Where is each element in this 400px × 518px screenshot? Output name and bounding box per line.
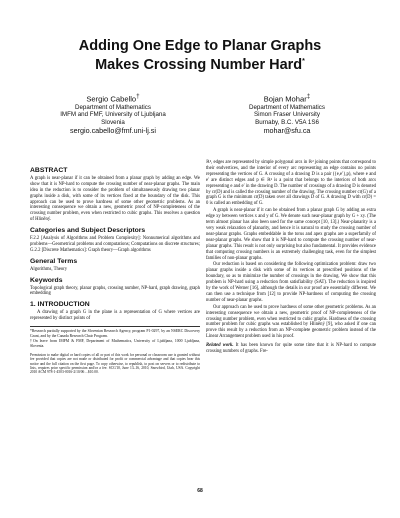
general-terms-heading: General Terms xyxy=(30,257,78,265)
abstract-text: A graph is near-planar if it can be obtained from a planar graph by adding an edge. We show that it is NP-hard to compute the crossing number of near-planar graphs. The main idea in the reduction is to consider the problem of simultaneously drawing two planar graphs inside a disk, with some of its vertices fixed at the boundary of the disk. This approach can be used to prove hardness of some other geometric problems. As an interesting consequence we obtain a new, geometric proof of NP-completeness of the crossing number problem, even when restricted to cubic graphs. This resolves a question of Hliněný. xyxy=(30,175,200,223)
author-name: Bojan Mohar‡ xyxy=(263,93,311,104)
general-terms-text: Algorithms, Theory xyxy=(30,266,68,272)
footnotes xyxy=(30,326,200,349)
author-dept: Department of Mathematics xyxy=(249,103,325,111)
paper-title xyxy=(0,38,400,73)
author-block-2 xyxy=(192,92,382,135)
permission-notice: Permission to make digital or hard copies of all or part of this work for personal or classroom use is granted without fee provided that copies are not made or distributed for profit or commercial advantage and that copies bear this notice and the full citation on the first page. To copy otherwise, to republish, to post on servers or to redistribute to lists, requires prior specific permission and/or a fee. SCG'10, June 13–16, 2010, Snowbird, Utah, USA. Copyright 2010 ACM 978-1-4503-0016-2/10/06 ...$10.00. xyxy=(30,352,200,375)
author-location: Slovenia xyxy=(101,118,125,126)
categories-text: F.2.2 [Analysis of Algorithms and Problem Complexity]: Nonnumerical algorithms and problems—Geometrical problems and computations; Computations on discrete structures; G.2.2 [Discrete Mathematics]: Graph theory—Graph algorithms xyxy=(30,236,200,253)
related-work-paragraph xyxy=(206,343,376,355)
author-location: Burnaby, B.C. V5A 1S6 xyxy=(255,118,319,126)
keywords-heading: Keywords xyxy=(30,276,63,284)
footnote: *Research partially supported by the Slovenian Research Agency, program P1-0297, by an NSERC Discovery Grant, and by the Canada Research Chair Program. xyxy=(30,329,200,338)
left-column xyxy=(30,168,200,375)
related-work-text: It has been known for quite some time that it is NP-hard to compute crossing numbers of graphs. Fre- xyxy=(206,343,377,355)
body-paragraph: Our reduction is based on considering the following optimization problem: draw two planar graphs inside a disk with some of its vertices at prescribed positions of the boundary, so as to minimize the number of crossings in the drawing. We show that this problem is NP-hard using a reduction from satisfiability (SAT). The reduction is inspired by the work of Werner [16], although the details in our proof are essentially different. We can then use a technique from [12] to provide NP-hardness of computing the crossing number of near-planar graphs. xyxy=(206,262,376,303)
footnote: †On leave from IMFM & FMF, Department of Mathematics, University of Ljubljana, 1000 Ljubljana, Slovenia. xyxy=(30,339,200,349)
introduction-text: A drawing of a graph G in the plane is a representation of G where vertices are represented by distinct points of xyxy=(30,310,200,322)
author-dept: Department of Mathematics xyxy=(75,103,151,111)
categories-heading: Categories and Subject Descriptors xyxy=(30,227,146,235)
body-paragraph: A graph is near-planar if it can be obtained from a planar graph G by adding an extra edge xy between vertices x and y of G. We denote such near-planar graph by G + xy. (The term almost planar has also been used for the same concept [10, 13].) Near-planarity is a very weak relaxation of planarity, and hence it is natural to study the crossing number of near-planar graphs. Graphs embeddable in the torus and apex graphs are a superfamily of near-planar graphs. We show that it is NP-hard to compute the crossing number of near-planar graphs. This result is not only surprising but also fundamental. It provides evidence that computing crossing numbers is an extremely challenging task, even for the simplest families of non-planar graphs. xyxy=(206,208,376,261)
page-number: 68 xyxy=(197,488,203,494)
author-institution: Simon Fraser University xyxy=(253,111,320,119)
right-column xyxy=(206,160,376,356)
introduction-heading: 1. INTRODUCTION xyxy=(30,301,90,309)
author-block-1 xyxy=(18,92,208,135)
body-paragraph: ℝ², edges are represented by simple polygonal arcs in ℝ² joining points that correspond to their endvertices, and the interior of every arc representing an edge contains no points representing the vertices of G. A crossing of a drawing D is a pair ({e,e′},p), where e and e′ are distinct edges and p ∈ ℝ² is a point that belongs to the interiors of both arcs representing e and e′ in the drawing D. The number of crossings of a drawing D is denoted by cr(D) and is called the crossing number of the drawing. The crossing number cr(G) of a graph G is the minimum cr(D) taken over all drawings D of G. A drawing D with cr(D) = 0 is called an embedding of G. xyxy=(206,160,376,207)
abstract-heading: ABSTRACT xyxy=(30,167,68,174)
body-paragraph: Our approach can be used to prove hardness of some other geometric problems. As an interesting consequence we obtain a new, geometric proof of NP-completeness of the crossing number problem, even when restricted to cubic graphs. Hardness of the crossing number problem for cubic graphs was established by Hliněný [9], who asked if one can prove this result by a reduction from an NP-complete geometric problem instead of the Linear Arrangement problem used in his proof. xyxy=(206,304,376,340)
author-email: mohar@sfu.ca xyxy=(263,126,311,136)
author-institution: IMFM and FMF, University of Ljubljana xyxy=(60,111,166,119)
author-name: Sergio Cabello† xyxy=(86,93,140,104)
title-line-1: Adding One Edge to Planar Graphs xyxy=(78,38,322,54)
title-line-2: Makes Crossing Number Hard* xyxy=(95,56,305,73)
author-email: sergio.cabello@fmf.uni-lj.si xyxy=(70,126,156,136)
related-work-heading: Related work. xyxy=(206,343,234,349)
keywords-text: Topological graph theory, planar graphs, crossing number, NP-hard, graph drawing, graph embedding xyxy=(30,285,200,297)
